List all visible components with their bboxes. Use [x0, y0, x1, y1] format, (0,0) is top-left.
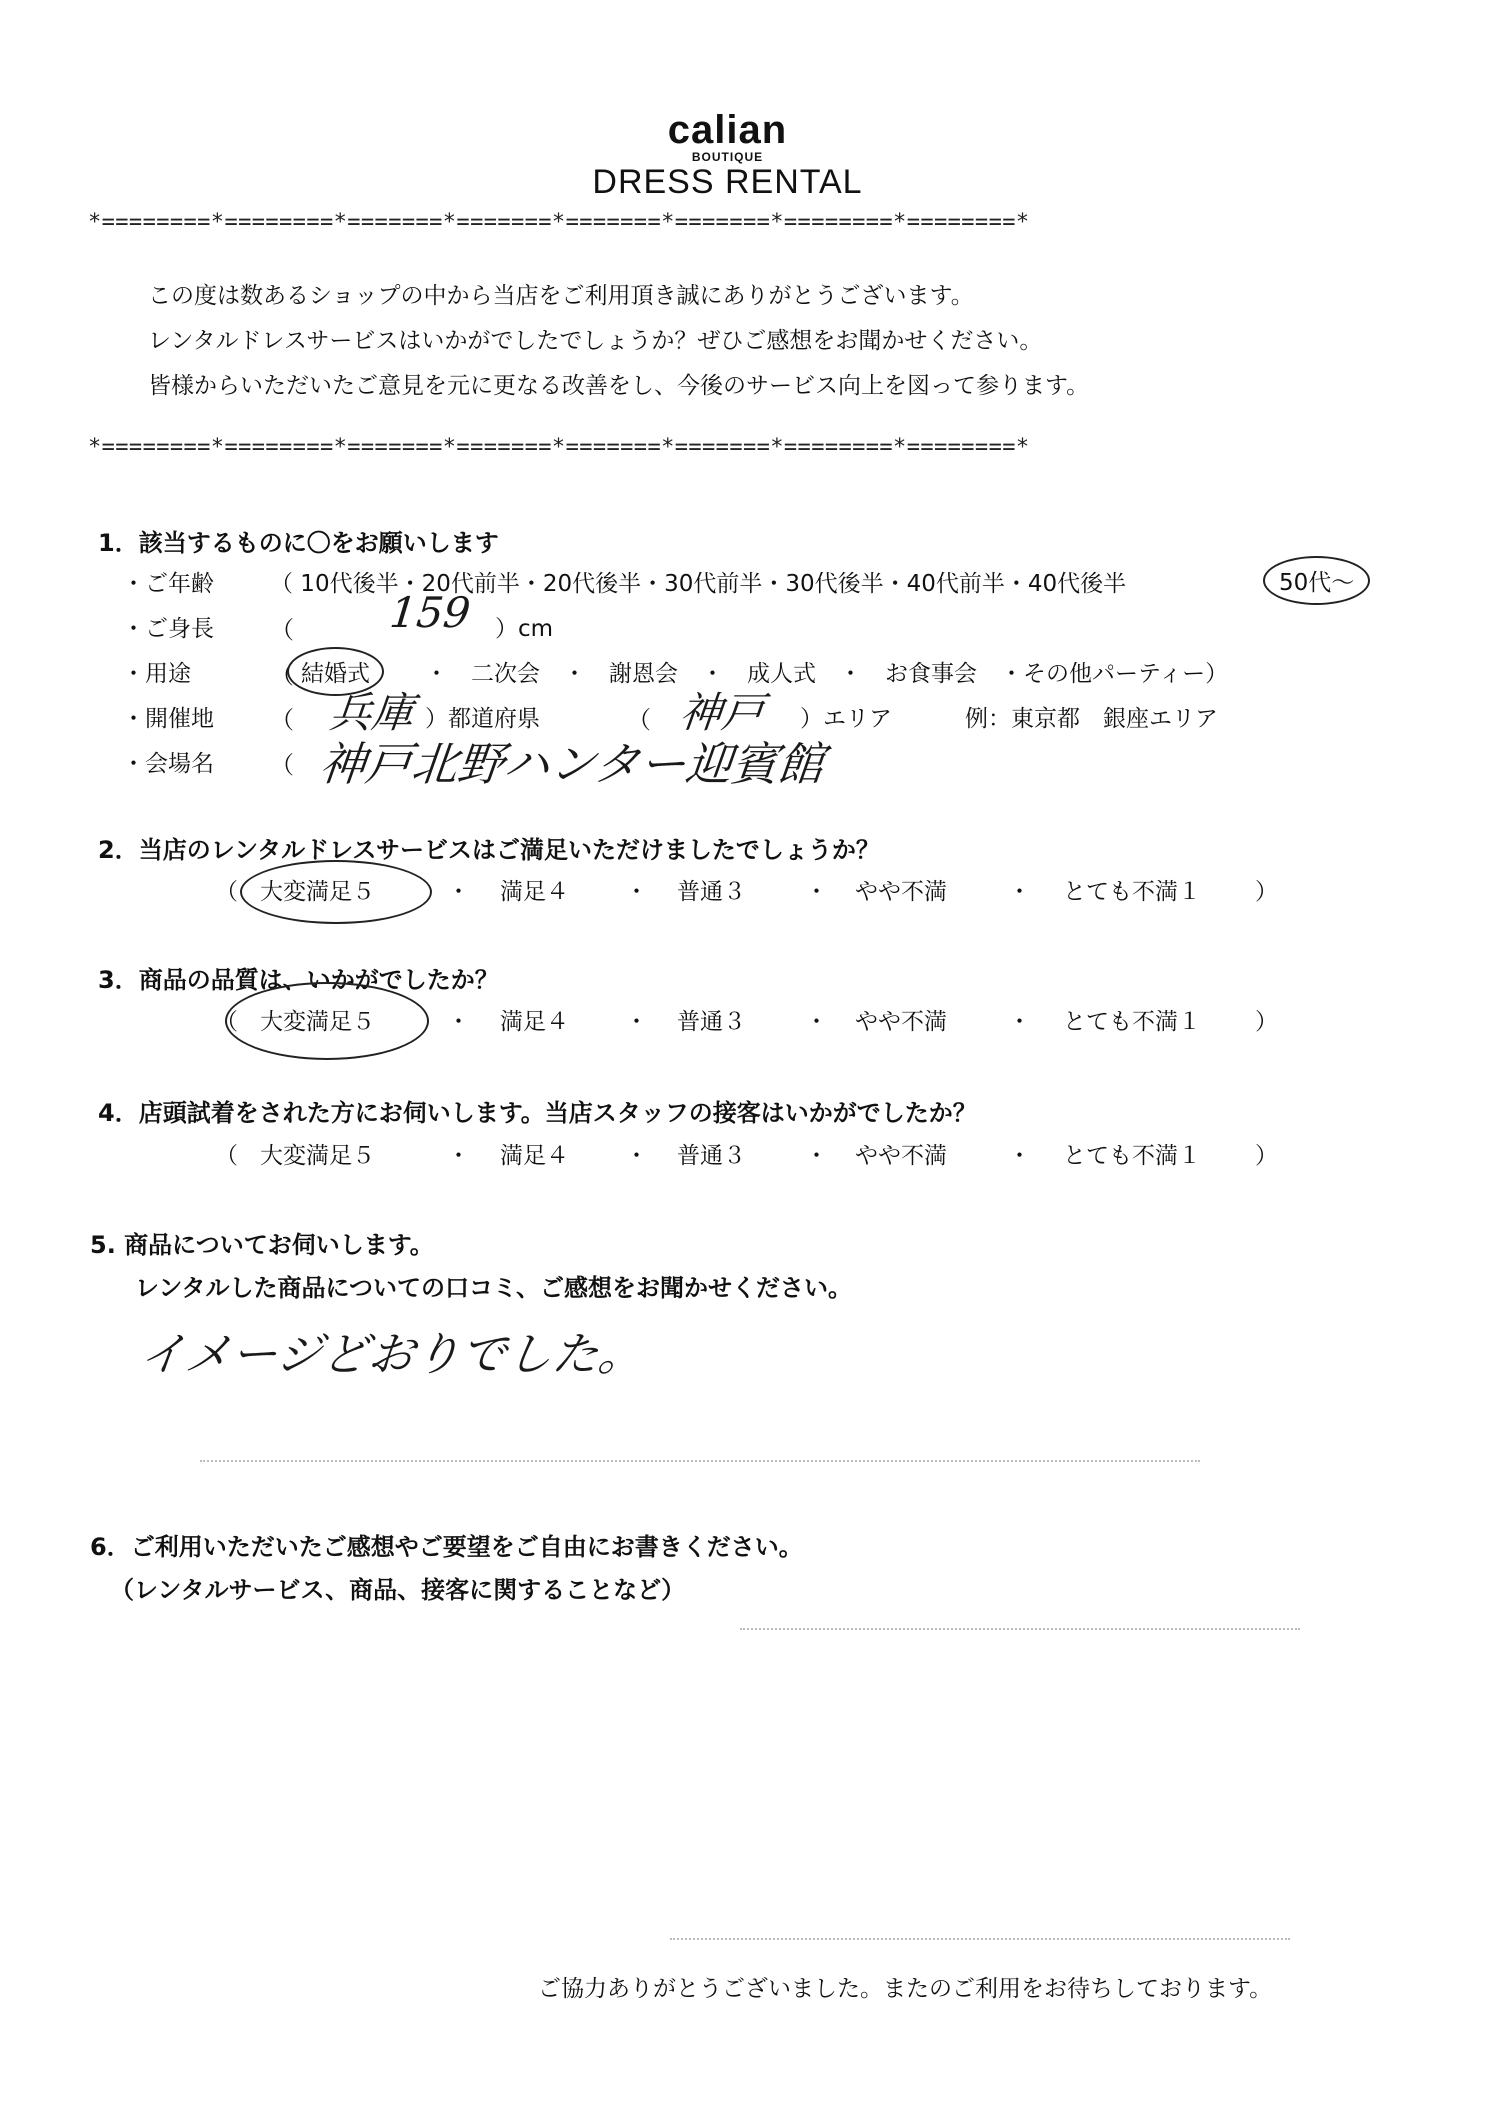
q5-subtitle: レンタルした商品についての口コミ、ご感想をお聞かせください。	[135, 1274, 852, 1302]
q2-sep-4: ・	[1008, 879, 1031, 905]
q4-sep-1: ・	[447, 1143, 470, 1169]
q2-open: （	[215, 879, 238, 905]
q3-option-4[interactable]: 満足４	[500, 1009, 569, 1035]
brand-subtitle: BOUTIQUE	[691, 150, 764, 164]
brand-logo: calian	[667, 108, 788, 152]
purpose-label: ・用途	[122, 661, 191, 687]
venue-name-label: ・会場名	[122, 751, 214, 777]
purpose-open: （	[270, 661, 294, 689]
venue-area-open: （	[270, 706, 294, 734]
age-options: （ 10代後半・20代前半・20代後半・30代前半・30代後半・40代前半・40代後半	[270, 571, 1127, 597]
q2-sep-1: ・	[447, 879, 470, 905]
q4-open: （	[215, 1143, 238, 1169]
venue-name-value[interactable]: 神戸北野ハンター迎賓館	[316, 737, 827, 791]
q2-sep-2: ・	[625, 879, 648, 905]
age-label: ・ご年齢	[122, 571, 214, 597]
prefecture-value[interactable]: 兵庫	[327, 688, 417, 737]
q4-sep-3: ・	[805, 1143, 828, 1169]
q2-option-5[interactable]: 大変満足５	[260, 879, 375, 905]
q5-title: 5. 商品についてお伺いします。	[90, 1231, 434, 1259]
q4-option-2[interactable]: やや不満	[855, 1143, 947, 1169]
purpose-selected-label: 結婚式	[301, 661, 370, 687]
q2-option-2[interactable]: やや不満	[855, 879, 947, 905]
q3-sep-3: ・	[805, 1009, 828, 1035]
divider-bottom: *========*========*=======*=======*=======*=======*========*========*	[88, 435, 1030, 460]
q2-close: ）	[1255, 879, 1278, 905]
q5-answer[interactable]: イメージどおりでした。	[136, 1327, 648, 1381]
venue-area-label: ・開催地	[122, 706, 214, 732]
q3-open: （	[215, 1009, 238, 1035]
age-selected[interactable]	[1263, 556, 1370, 605]
q3-sep-4: ・	[1008, 1009, 1031, 1035]
q6-answer-line-1	[740, 1628, 1300, 1630]
height-label: ・ご身長	[122, 616, 214, 642]
q4-option-3[interactable]: 普通３	[677, 1143, 746, 1169]
q4-option-4[interactable]: 満足４	[500, 1143, 569, 1169]
q6-title: 6．ご利用いただいたご感想やご要望をご自由にお書きください。	[90, 1533, 803, 1561]
q4-option-1[interactable]: とても不満１	[1063, 1143, 1201, 1169]
q3-option-1[interactable]: とても不満１	[1063, 1009, 1201, 1035]
prefecture-suffix: ）都道府県	[425, 706, 540, 732]
q2-option-3[interactable]: 普通３	[677, 879, 746, 905]
area-value[interactable]: 神戸	[677, 688, 767, 737]
q4-sep-2: ・	[625, 1143, 648, 1169]
q3-close: ）	[1255, 1009, 1278, 1035]
q4-option-5[interactable]: 大変満足５	[260, 1143, 375, 1169]
q3-option-5[interactable]: 大変満足５	[260, 1009, 375, 1035]
area-example: 例：東京都 銀座エリア	[965, 706, 1218, 732]
q3-option-2[interactable]: やや不満	[855, 1009, 947, 1035]
intro-line-2: レンタルドレスサービスはいかがでしたでしょうか？ぜひご感想をお聞かせください。	[148, 328, 1043, 354]
q2-sep-3: ・	[805, 879, 828, 905]
divider-top: *========*========*=======*=======*=======*=======*========*========*	[88, 210, 1030, 235]
q2-title: 2．当店のレンタルドレスサービスはご満足いただけましたでしょうか？	[98, 836, 880, 864]
page-title: DRESS RENTAL	[592, 163, 863, 201]
q2-option-4[interactable]: 満足４	[500, 879, 569, 905]
q2-option-1[interactable]: とても不満１	[1063, 879, 1201, 905]
venue-name-open: （	[270, 751, 294, 779]
q3-option-3[interactable]: 普通３	[677, 1009, 746, 1035]
q4-title: 4．店頭試着をされた方にお伺いします。当店スタッフの接客はいかがでしたか？	[98, 1099, 977, 1127]
height-value[interactable]: 159	[387, 588, 473, 637]
q4-sep-4: ・	[1008, 1143, 1031, 1169]
q3-sep-1: ・	[447, 1009, 470, 1035]
age-selected-label: 50代～	[1279, 570, 1355, 596]
height-open: （	[270, 616, 294, 644]
area-open: （	[627, 706, 651, 734]
q3-title: 3．商品の品質は、いかがでしたか？	[98, 966, 499, 994]
closing-message: ご協力ありがとうございました。またのご利用をお待ちしております。	[538, 1976, 1273, 2002]
purpose-options: ・ 二次会 ・ 謝恩会 ・ 成人式 ・ お食事会 ・その他パーティー）	[425, 661, 1229, 687]
intro-line-1: この度は数あるショップの中から当店をご利用頂き誠にありがとうございます。	[148, 283, 974, 309]
q3-sep-2: ・	[625, 1009, 648, 1035]
q6-answer-area[interactable]	[120, 1615, 1300, 1945]
q6-subtitle: （レンタルサービス、商品、接客に関することなど）	[110, 1576, 686, 1604]
height-unit: ）cm	[495, 616, 554, 642]
q6-answer-line-2	[670, 1938, 1290, 1940]
area-suffix: ）エリア	[800, 706, 892, 732]
intro-line-3: 皆様からいただいたご意見を元に更なる改善をし、今後のサービス向上を図って参ります。	[148, 373, 1090, 399]
q5-answer-line	[200, 1460, 1200, 1462]
q4-close: ）	[1255, 1143, 1278, 1169]
q1-title: 1．該当するものに〇をお願いします	[98, 529, 499, 557]
